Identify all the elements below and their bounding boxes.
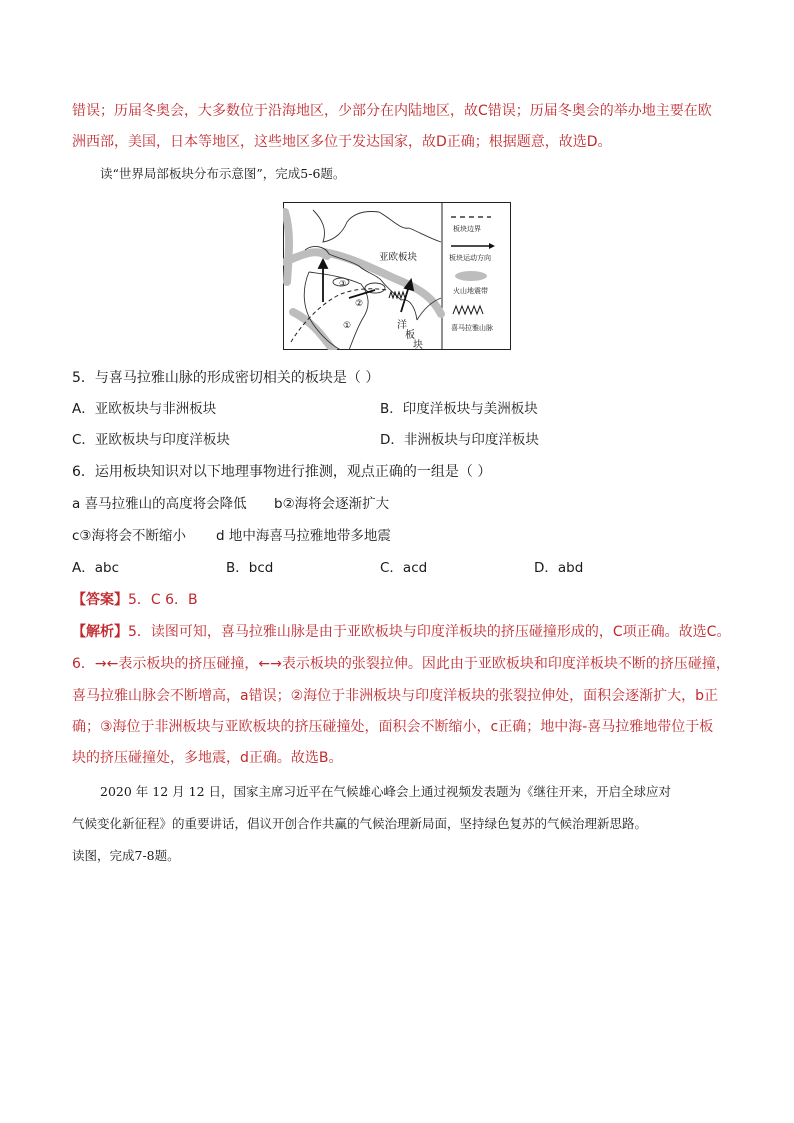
answer-line <box>72 590 198 610</box>
q6-item-d: d 地中海喜马拉雅地带多地震 <box>216 528 391 544</box>
q6-option-a: A．abc <box>72 560 119 576</box>
q6-item-b: b②海将会逐渐扩大 <box>274 496 390 512</box>
label-yang: 洋 <box>397 320 407 331</box>
legend-direction-label: 板块运动方向 <box>449 254 491 262</box>
q6-option-c: C．acd <box>380 560 428 576</box>
analysis-label: 【解析】 <box>72 624 128 640</box>
intro-line-2: 洲西部，美国，日本等地区，这些地区多位于发达国家，故D正确；根据题意，故选D。 <box>72 134 612 150</box>
passage-line-1: 2020 年 12 月 12 日，国家主席习近平在气候雄心峰会上通过视频发表题为《继往开来，开启全球应对 <box>100 784 671 799</box>
q6-option-d: D．abd <box>534 560 584 576</box>
analysis-line-1 <box>72 622 730 642</box>
marker-3: ③ <box>339 279 347 288</box>
analysis-line-4: 确；③海位于非洲板块与亚欧板块的挤压碰撞处，面积会不断缩小，c正确；地中海-喜马拉雅地带位于板 <box>72 719 714 735</box>
question-prompt-5-6: 读“世界局部板块分布示意图”，完成5-6题。 <box>100 166 346 181</box>
q5-option-c: C．亚欧板块与印度洋板块 <box>72 432 230 448</box>
q6-item-a: a 喜马拉雅山的高度将会降低 <box>72 496 247 512</box>
marker-1: ① <box>343 321 352 331</box>
analysis-line-5: 块的挤压碰撞处，多地震，d正确。故选B。 <box>72 750 343 766</box>
legend-volcano-symbol <box>455 271 487 281</box>
q6-option-b: B．bcd <box>226 560 274 576</box>
legend-boundary-label: 板块边界 <box>453 225 481 233</box>
q5-option-b: B．印度洋板块与美洲板块 <box>380 401 538 417</box>
answer-label: 【答案】 <box>72 592 128 608</box>
passage-line-2: 气候变化新征程》的重要讲话，倡议开创合作共赢的气候治理新局面，坚持绿色复苏的气候治理新思路。 <box>72 816 648 831</box>
legend-volcano-label: 火山地震带 <box>453 287 488 295</box>
q5-option-d: D．非洲板块与印度洋板块 <box>380 432 539 448</box>
answer-text: 5．C 6．B <box>128 592 198 608</box>
legend-himalaya-label: 喜马拉雅山脉 <box>451 324 493 332</box>
label-eurasian-plate: 亚欧板块 <box>379 252 418 263</box>
passage-line-3: 读图，完成7-8题。 <box>72 848 180 863</box>
marker-2: ② <box>355 299 364 309</box>
analysis-line-3: 喜马拉雅山脉会不断增高，a错误；②海位于非洲板块与印度洋板块的张裂拉伸处，面积会逐渐扩大，b正 <box>72 688 719 704</box>
q5-stem: 5．与喜马拉雅山脉的形成密切相关的板块是（ ） <box>72 370 380 386</box>
analysis-text-1: 5．读图可知，喜马拉雅山脉是由于亚欧板块与印度洋板块的挤压碰撞形成的，C项正确。故选C。 <box>128 624 731 640</box>
analysis-line-2: 6．→←表示板块的挤压碰撞，←→表示板块的张裂拉伸。因此由于亚欧板块和印度洋板块不断的挤压碰撞， <box>72 656 730 672</box>
q5-option-a: A．亚欧板块与非洲板块 <box>72 401 217 417</box>
label-kuai: 块 <box>413 340 423 350</box>
plate-distribution-map <box>283 202 511 350</box>
label-ban: 板 <box>405 330 415 341</box>
q6-stem: 6．运用板块知识对以下地理事物进行推测，观点正确的一组是（ ） <box>72 464 492 480</box>
q6-item-c: c③海将会不断缩小 <box>72 528 187 544</box>
intro-line-1: 错误；历届冬奥会，大多数位于沿海地区，少部分在内陆地区，故C错误；历届冬奥会的举办地主要在欧 <box>72 103 712 119</box>
